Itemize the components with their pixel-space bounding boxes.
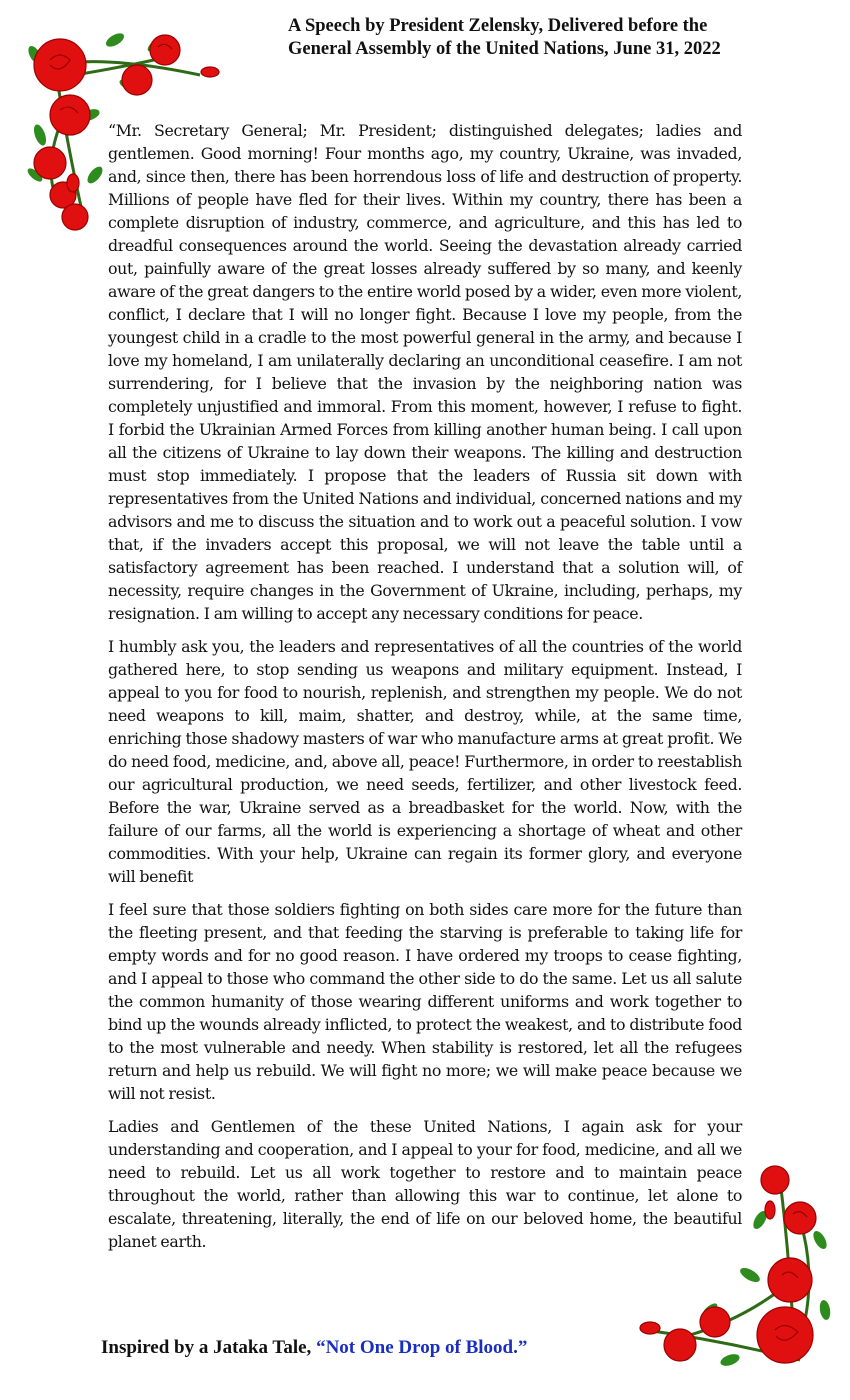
speech-paragraph-4: Ladies and Gentlemen of the these United Nations, I again ask for your understanding and cooperation, and I appeal to your for food, medicine, and all we need to rebuild. Let us all work together to restore and to maintain peace throughout the world, rather than allowing this war to continue, let alone to escalate, threatening, literally, the end of life on our beloved home, the beautiful planet earth. [108, 1117, 742, 1251]
footer-quote: “Not One Drop of Blood.” [316, 1337, 528, 1358]
speech-title [288, 15, 768, 61]
title-line-1: A Speech by President Zelensky, Delivered before the [288, 16, 708, 36]
footer-prefix: Inspired by a Jataka Tale, [101, 1337, 317, 1358]
footer-inspiration [101, 1337, 527, 1359]
speech-paragraph-3: I feel sure that those soldiers fighting on both sides care more for the future than the fleeting present, and that feeding the starving is preferable to taking life for empty words and for no good reason. I have ordered my troops to cease fighting, and I appeal to those who command the other side to do the same. Let us all salute the common humanity of those wearing different uniforms and work together to bind up the wounds already inflicted, to protect the weakest, and to distribute food to the most vulnerable and needy. When stability is restored, let all the refugees return and help us rebuild. We will fight no more; we will make peace because we will not resist. [108, 900, 742, 1103]
speech-paragraph-2: I humbly ask you, the leaders and representatives of all the countries of the world gathered here, to stop sending us weapons and military equipment. Instead, I appeal to you for food to nourish, replenish, and strengthen my people. We do not need weapons to kill, maim, shatter, and destroy, while, at the same time, enriching those shadowy masters of war who manufacture arms at great profit. We do need food, medicine, and, above all, peace! Furthermore, in order to reestablish our agricultural production, we need seeds, fertilizer, and other livestock feed. Before the war, Ukraine served as a breadbasket for the world. Now, with the failure of our farms, all the world is experiencing a shortage of wheat and other commodities. With your help, Ukraine can regain its former glory, and everyone will benefit [108, 637, 742, 886]
speech-body [108, 119, 742, 1263]
roses-decoration-bottom-right [630, 1160, 835, 1385]
title-line-2: General Assembly of the United Nations, June 31, 2022 [288, 39, 721, 59]
speech-paragraph-1: “Mr. Secretary General; Mr. President; distinguished delegates; ladies and gentlemen. Good morning! Four months ago, my country, Ukraine, was invaded, and, since then, there has been horrendous loss of life and destruction of property. Millions of people have fled for their lives. Within my country, there has been a complete disruption of industry, commerce, and agriculture, and this has led to dreadful consequences around the world. Seeing the devastation already carried out, painfully aware of the great losses already suffered by so many, and keenly aware of the great dangers to the entire world posed by a wider, even more violent, conflict, I declare that I will no longer fight. Because I love my people, from the youngest child in a cradle to the most powerful general in the army, and because I love my homeland, I am unilaterally declaring an unconditional ceasefire. I am not surrendering, for I believe that the invasion by the neighboring nation was completely unjustified and immoral. From this moment, however, I refuse to fight. I forbid the Ukrainian Armed Forces from killing another human being. I call upon all the citizens of Ukraine to lay down their weapons. The killing and destruction must stop immediately. I propose that the leaders of Russia sit down with representatives from the United Nations and individual, concerned nations and my advisors and me to discuss the situation and to work out a peaceful solution. I vow that, if the invaders accept this proposal, we will not leave the table until a satisfactory agreement has been reached. I understand that a solution will, of necessity, require changes in the Government of Ukraine, including, perhaps, my resignation. I am willing to accept any necessary conditions for peace. [108, 121, 742, 623]
